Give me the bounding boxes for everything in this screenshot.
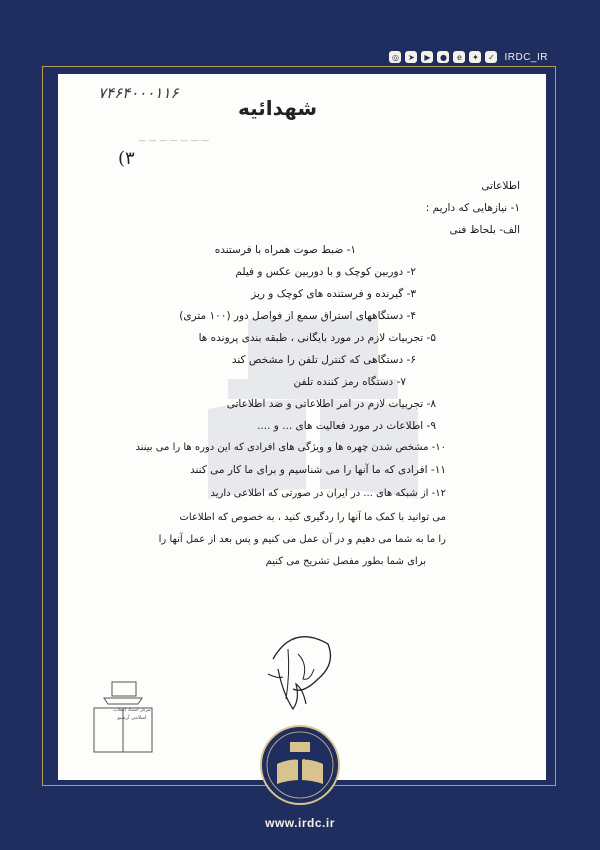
subheading-line: ۱- نیازهایی که داریم : <box>425 202 520 214</box>
telegram-icon[interactable]: ➤ <box>405 51 417 63</box>
list-item: ۱۱- افرادی که ما آنها را می شناسیم و برای ما کار می کنند <box>189 464 446 476</box>
instagram-icon[interactable]: ◎ <box>389 51 401 63</box>
website-link[interactable]: www.irdc.ir <box>265 816 335 830</box>
list-item: ۱۲- از شبکه های ... در ایران در صورتی که اطلاعی دارید <box>210 488 446 499</box>
list-item: ۹- اطلاعات در مورد فعالیت های ... و .... <box>257 420 436 432</box>
list-item: ۱۰- مشخص شدن چهره ها و ویژگی های افرادی که این دوره ها را می بینند <box>135 442 446 453</box>
intro-line: اطلاعاتی <box>481 180 520 192</box>
list-item: ۸- تجربیات لازم در امر اطلاعاتی و ضد اطلاعاتی <box>226 398 436 410</box>
faded-header-line: — — — — — — — <box>138 136 210 145</box>
aparat-icon[interactable]: ▶ <box>421 51 433 63</box>
social-bar <box>389 50 548 64</box>
page-mark: (۳ <box>118 148 135 169</box>
social-handle[interactable]: IRDC_IR <box>504 51 548 63</box>
document-number: ۷۴۶۴۰۰۰۱۱۶ <box>98 84 179 102</box>
continuation-line: برای شما بطور مفصل تشریح می کنیم <box>265 556 426 567</box>
twitter-icon[interactable]: ✓ <box>485 51 497 63</box>
irdc-logo-icon[interactable] <box>259 724 341 806</box>
continuation-line: را ما به شما می دهیم و در آن عمل می کنیم و پس بعد از عمل آنها را <box>158 534 446 545</box>
soroush-icon[interactable]: ✦ <box>469 51 481 63</box>
document-page <box>58 74 546 780</box>
list-item: ۵- تجربیات لازم در مورد بایگانی ، طبقه بندی پرونده ها <box>198 332 436 344</box>
list-item: ۴- دستگاههای استراق سمع از فواصل دور (۱۰۰ متری) <box>179 310 416 322</box>
bale-icon[interactable]: ● <box>437 51 449 63</box>
logo-text: مرکز اسناد انقلاب اسلامی <box>267 754 333 762</box>
section-line: الف- بلحاظ فنی <box>449 224 520 236</box>
eitaa-icon[interactable]: e <box>453 51 465 63</box>
document-title: شهدائیه <box>238 96 318 120</box>
list-item: ۶- دستگاهی که کنترل تلفن را مشخص کند <box>231 354 416 366</box>
list-item: ۳- گیرنده و فرستنده های کوچک و ریز <box>251 288 416 300</box>
continuation-line: می توانید با کمک ما آنها را ردگیری کنید ، به خصوص که اطلاعات <box>179 512 446 523</box>
signature-icon <box>248 619 338 719</box>
list-item: ۱- ضبط صوت همراه با فرستنده <box>214 244 356 256</box>
list-item: ۲- دوربین کوچک و با دوربین عکس و فیلم <box>235 266 416 278</box>
list-item: ۷- دستگاه رمز کننده تلفن <box>293 376 406 388</box>
archive-stamp-text: مرکز اسناد انقلاب اسلامی آرشیو <box>113 707 151 721</box>
